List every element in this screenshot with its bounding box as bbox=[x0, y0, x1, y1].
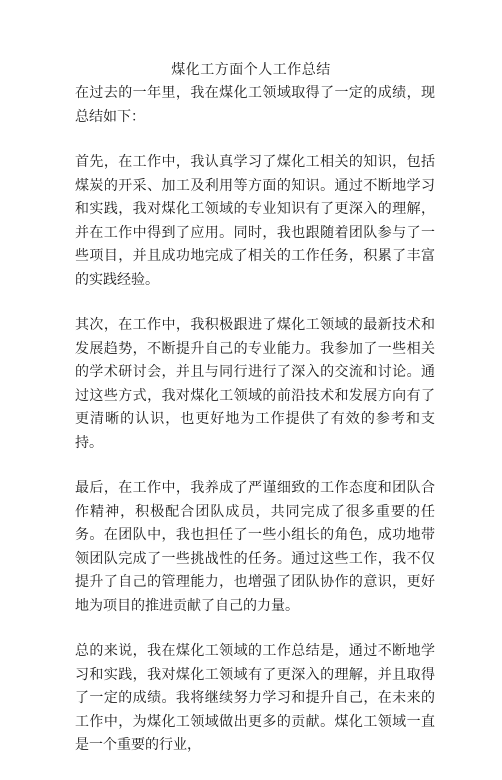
paragraph-second: 其次，在工作中，我积极跟进了煤化工领域的最新技术和发展趋势，不断提升自己的专业能力。我参加了一些相关的学术研讨会，并且与同行进行了深入的交流和讨论。通过这些方式，我对煤化工领域的前沿技术和发展方向有了更清晰的认识，也更好地为工作提供了有效的参考和支持。 bbox=[75, 317, 435, 451]
paragraph-intro: 在过去的一年里，我在煤化工领域取得了一定的成绩，现总结如下： bbox=[75, 85, 435, 125]
document-title: 煤化工方面个人工作总结 bbox=[171, 62, 331, 78]
paragraph-last: 最后，在工作中，我养成了严谨细致的工作态度和团队合作精神，积极配合团队成员，共同完成了很多重要的任务。在团队中，我也担任了一些小组长的角色，成功地带领团队完成了一些挑战性的任务。通过这些工作，我不仅提升了自己的管理能力，也增强了团队协作的意识，更好地为项目的推进贡献了自己的力量。 bbox=[75, 480, 435, 614]
paragraph-first: 首先，在工作中，我认真学习了煤化工相关的知识，包括煤炭的开采、加工及利用等方面的知识。通过不断地学习和实践，我对煤化工领域的专业知识有了更深入的理解，并在工作中得到了应用。同时，我也跟随着团队参与了一些项目，并且成功地完成了相关的工作任务，积累了丰富的实践经验。 bbox=[75, 154, 435, 288]
document-body bbox=[75, 82, 435, 780]
paragraph-summary: 总的来说，我在煤化工领域的工作总结是，通过不断地学习和实践，我对煤化工领域有了更深入的理解，并且取得了一定的成绩。我将继续努力学习和提升自己，在未来的工作中，为煤化工领域做出更多的贡献。煤化工领域一直是一个重要的行业， bbox=[75, 643, 435, 753]
